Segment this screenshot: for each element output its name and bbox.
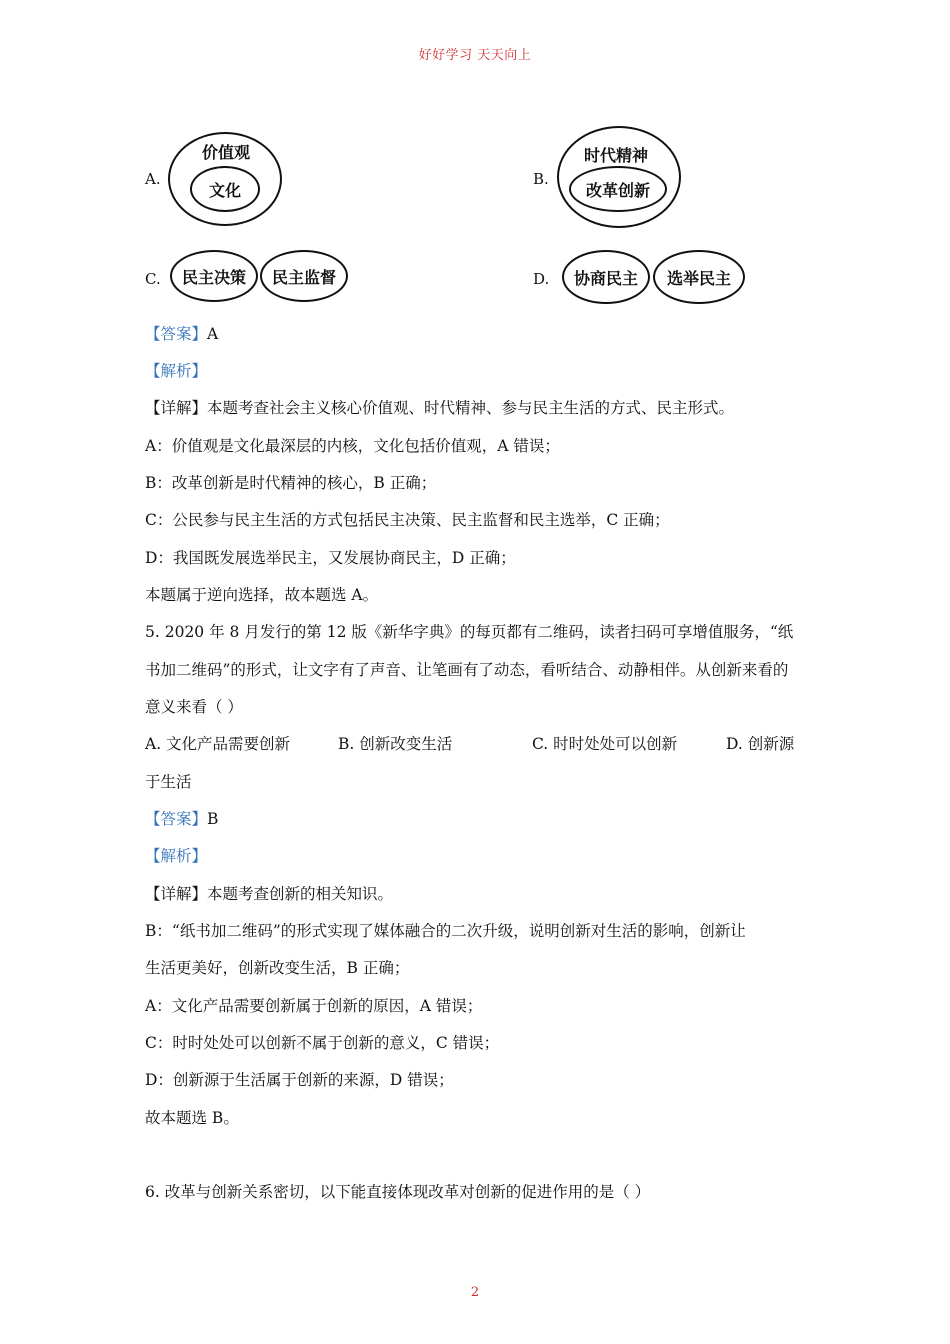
- q5-line: C：时时处处可以创新不属于创新的意义，C 错误；: [145, 1034, 500, 1052]
- q4-line: D：我国既发展选举民主，又发展协商民主，D 正确；: [145, 549, 516, 567]
- q5-stem-line: 5. 2020 年 8 月发行的第 12 版《新华字典》的每页都有二维码，读者扫码可享增值服务，“纸: [145, 623, 794, 641]
- page-header: 好好学习 天天向上: [418, 48, 532, 63]
- option-d-left-ellipse: 协商民主: [562, 250, 650, 304]
- q5-stem-line: 意义来看（ ）: [145, 698, 243, 716]
- q5-option-a: A. 文化产品需要创新: [145, 735, 291, 753]
- answer-value: A: [207, 325, 219, 343]
- q5-option-b: B. 创新改变生活: [338, 735, 453, 753]
- q4-conclusion: 本题属于逆向选择，故本题选 A。: [145, 586, 379, 604]
- answer-tag: 【答案】: [145, 325, 208, 343]
- q5-stem-line: 书加二维码”的形式，让文字有了声音、让笔画有了动态，看听结合、动静相伴。从创新来看的: [145, 661, 789, 679]
- option-a-outer-text: 价值观: [202, 143, 251, 162]
- q5-detail: 【详解】本题考查创新的相关知识。: [145, 885, 394, 903]
- q4-analysis-tag: 【解析】: [145, 362, 208, 380]
- q4-detail: 【详解】本题考查社会主义核心价值观、时代精神、参与民主生活的方式、民主形式。: [145, 399, 735, 417]
- option-b-label: B.: [533, 170, 549, 188]
- q5-line: D：创新源于生活属于创新的来源，D 错误；: [145, 1071, 454, 1089]
- option-b-inner-ellipse: 改革创新: [569, 166, 667, 212]
- q5-line: B：“纸书加二维码”的形式实现了媒体融合的二次升级，说明创新对生活的影响，创新让: [145, 922, 746, 940]
- option-a-inner-ellipse: 文化: [190, 166, 260, 212]
- q6-stem: 6. 改革与创新关系密切，以下能直接体现改革对创新的促进作用的是（ ）: [145, 1183, 651, 1201]
- q5-option-d-continued: 于生活: [145, 773, 192, 791]
- q5-option-c: C. 时时处处可以创新: [532, 735, 678, 753]
- option-a-label: A.: [145, 170, 161, 188]
- option-c-label: C.: [145, 270, 161, 288]
- q5-option-d: D. 创新源: [726, 735, 795, 753]
- q5-line: A：文化产品需要创新属于创新的原因，A 错误；: [145, 997, 483, 1015]
- answer-tag: 【答案】: [145, 810, 208, 828]
- q5-answer: [145, 809, 218, 829]
- q4-line: C：公民参与民主生活的方式包括民主决策、民主监督和民主选举，C 正确；: [145, 511, 670, 529]
- option-d-right-ellipse: 选举民主: [653, 250, 745, 304]
- q5-conclusion: 故本题选 B。: [145, 1109, 239, 1127]
- q5-line: 生活更美好，创新改变生活，B 正确；: [145, 959, 410, 977]
- option-b-outer-text: 时代精神: [584, 146, 649, 165]
- option-c-right-ellipse: 民主监督: [260, 250, 348, 302]
- option-d-label: D.: [533, 270, 550, 288]
- q4-answer: [145, 324, 218, 344]
- page-number: 2: [470, 1285, 480, 1300]
- q5-analysis-tag: 【解析】: [145, 847, 208, 865]
- option-c-left-ellipse: 民主决策: [170, 250, 258, 302]
- answer-value: B: [207, 810, 219, 828]
- q4-line: B：改革创新是时代精神的核心，B 正确；: [145, 474, 437, 492]
- q4-line: A：价值观是文化最深层的内核，文化包括价值观，A 错误；: [145, 437, 560, 455]
